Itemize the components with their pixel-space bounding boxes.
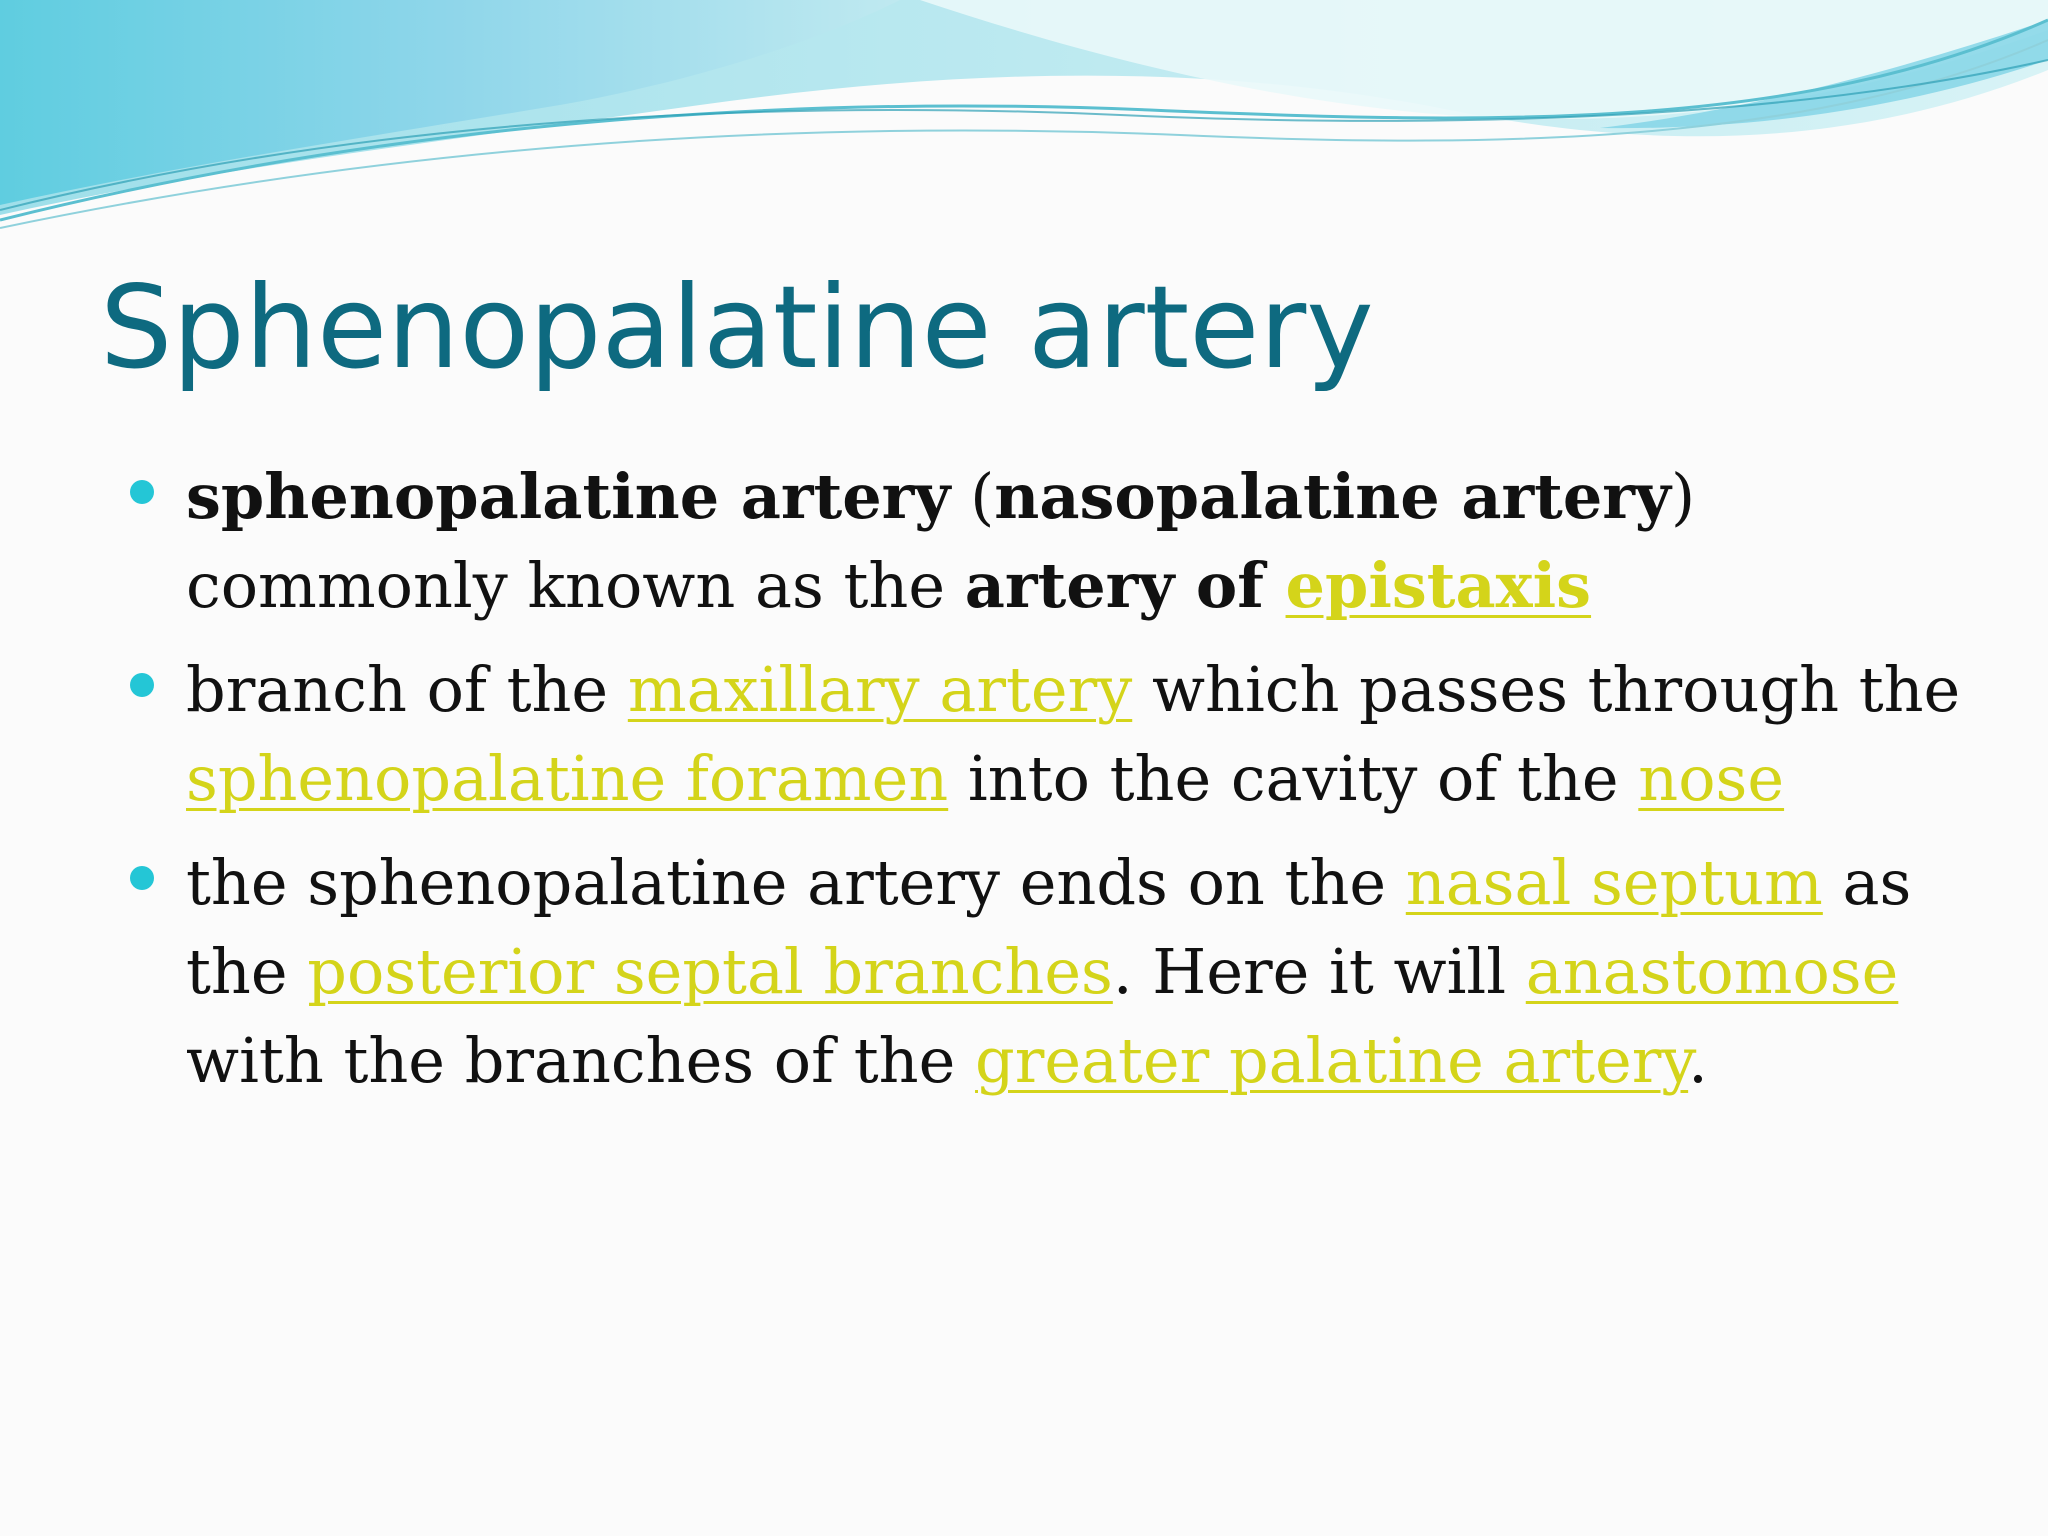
text-run: branch of the <box>186 653 628 726</box>
bullet-item-2 <box>128 645 1988 823</box>
text-run: ( <box>950 460 995 533</box>
bullet-item-1 <box>128 452 1988 630</box>
term-sphenopalatine-artery: sphenopalatine artery <box>186 460 951 533</box>
text-run: . Here it will <box>1112 935 1526 1008</box>
term-nasopalatine-artery: nasopalatine artery <box>994 460 1671 533</box>
text-run: the sphenopalatine artery ends on the <box>186 846 1406 919</box>
link-posterior-septal-branches[interactable]: posterior septal branches <box>307 935 1113 1008</box>
link-anastomose[interactable]: anastomose <box>1525 935 1899 1008</box>
link-nasal-septum[interactable]: nasal septum <box>1405 846 1823 919</box>
wave-main <box>0 0 900 205</box>
bullet-dot-icon <box>130 673 154 697</box>
text-run: with the branches of the <box>186 1024 976 1097</box>
link-sphenopalatine-foramen[interactable]: sphenopalatine foramen <box>186 742 949 815</box>
link-maxillary-artery[interactable]: maxillary artery <box>627 653 1133 726</box>
text-run: which passes through the <box>1132 653 1961 726</box>
slide-title: Sphenopalatine artery <box>100 261 1374 394</box>
bullet-list <box>128 452 1988 1120</box>
link-epistaxis[interactable]: epistaxis <box>1285 549 1592 622</box>
text-run: . <box>1688 1024 1708 1097</box>
link-nose[interactable]: nose <box>1638 742 1785 815</box>
header-wave-decoration <box>0 0 2048 240</box>
text-run: as the <box>186 846 1912 1008</box>
text-run: ) commonly known as the <box>186 460 1696 622</box>
bullet-dot-icon <box>130 480 154 504</box>
link-greater-palatine-artery[interactable]: greater palatine artery <box>975 1024 1689 1097</box>
bullet-dot-icon <box>130 866 154 890</box>
term-artery-of: artery of <box>964 549 1286 622</box>
text-run: into the cavity of the <box>948 742 1639 815</box>
bullet-item-3 <box>128 838 1988 1105</box>
